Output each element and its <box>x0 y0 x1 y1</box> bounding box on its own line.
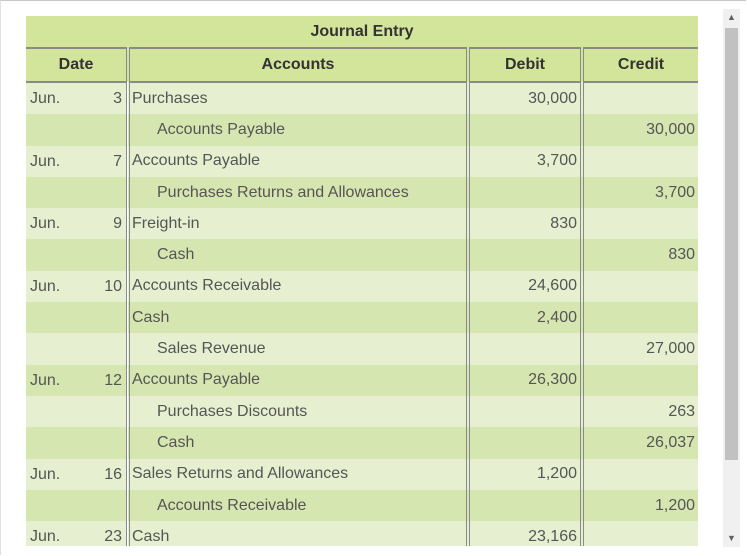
date-cell <box>26 239 128 270</box>
scroll-down-icon[interactable]: ▼ <box>727 533 736 543</box>
date-month: Jun. <box>30 215 61 233</box>
credit-cell <box>582 208 698 239</box>
header-credit: Credit <box>582 48 698 82</box>
date-cell <box>26 490 128 521</box>
debit-cell <box>468 114 582 145</box>
header-accounts: Accounts <box>128 48 468 82</box>
date-month: Jun. <box>30 465 61 483</box>
table-row <box>26 114 698 145</box>
table-row <box>26 177 698 208</box>
date-cell <box>26 114 128 145</box>
date-day: 12 <box>104 371 122 389</box>
date-cell <box>26 146 128 177</box>
account-cell: Accounts Payable <box>128 114 468 145</box>
date-cell <box>26 396 128 427</box>
credit-cell: 27,000 <box>582 333 698 364</box>
credit-cell: 3,700 <box>582 177 698 208</box>
date-day: 3 <box>113 90 122 107</box>
account-cell: Sales Revenue <box>128 333 468 364</box>
account-cell: Cash <box>128 302 468 333</box>
account-cell: Purchases <box>128 82 468 114</box>
journal-table <box>26 16 698 546</box>
journal-title: Journal Entry <box>26 16 698 48</box>
debit-cell: 2,400 <box>468 302 582 333</box>
table-row <box>26 271 698 302</box>
table-row <box>26 396 698 427</box>
debit-cell: 830 <box>468 208 582 239</box>
credit-cell: 30,000 <box>582 114 698 145</box>
debit-cell <box>468 333 582 364</box>
account-cell: Sales Returns and Allowances <box>128 459 468 490</box>
account-cell: Cash <box>128 427 468 458</box>
table-row <box>26 208 698 239</box>
vertical-scrollbar[interactable] <box>723 9 740 547</box>
date-day: 7 <box>113 152 122 170</box>
account-cell: Accounts Payable <box>128 146 468 177</box>
account-cell: Purchases Discounts <box>128 396 468 427</box>
date-cell <box>26 521 128 546</box>
credit-cell: 1,200 <box>582 490 698 521</box>
account-cell: Cash <box>128 521 468 546</box>
table-row <box>26 521 698 546</box>
account-cell: Accounts Receivable <box>128 271 468 302</box>
date-day: 16 <box>104 465 122 483</box>
date-day: 9 <box>113 215 122 233</box>
credit-cell: 830 <box>582 239 698 270</box>
credit-cell: 263 <box>582 396 698 427</box>
journal-viewport[interactable] <box>26 16 698 546</box>
credit-cell <box>582 459 698 490</box>
date-cell <box>26 459 128 490</box>
date-month: Jun. <box>30 371 61 389</box>
credit-cell <box>582 146 698 177</box>
date-cell <box>26 208 128 239</box>
header-debit: Debit <box>468 48 582 82</box>
debit-cell: 1,200 <box>468 459 582 490</box>
debit-cell: 26,300 <box>468 365 582 396</box>
debit-cell: 23,166 <box>468 521 582 546</box>
credit-cell <box>582 271 698 302</box>
scroll-thumb[interactable] <box>725 28 738 460</box>
table-row <box>26 82 698 114</box>
date-month: Jun. <box>30 528 61 546</box>
debit-cell <box>468 177 582 208</box>
date-cell <box>26 333 128 364</box>
scroll-up-icon[interactable]: ▲ <box>727 12 736 22</box>
date-cell <box>26 302 128 333</box>
table-row <box>26 427 698 458</box>
credit-cell <box>582 302 698 333</box>
table-row <box>26 490 698 521</box>
table-row <box>26 365 698 396</box>
debit-cell <box>468 490 582 521</box>
debit-cell <box>468 396 582 427</box>
account-cell: Accounts Receivable <box>128 490 468 521</box>
credit-cell <box>582 521 698 546</box>
table-row <box>26 146 698 177</box>
table-row <box>26 459 698 490</box>
account-cell: Freight-in <box>128 208 468 239</box>
header-date: Date <box>26 48 128 82</box>
account-cell: Purchases Returns and Allowances <box>128 177 468 208</box>
date-month: Jun. <box>30 152 61 170</box>
date-cell <box>26 365 128 396</box>
credit-cell <box>582 365 698 396</box>
debit-cell: 30,000 <box>468 82 582 114</box>
date-cell <box>26 82 128 114</box>
debit-cell <box>468 239 582 270</box>
debit-cell: 24,600 <box>468 271 582 302</box>
account-cell: Cash <box>128 239 468 270</box>
credit-cell <box>582 82 698 114</box>
debit-cell: 3,700 <box>468 146 582 177</box>
account-cell: Accounts Payable <box>128 365 468 396</box>
date-month: Jun. <box>30 90 61 107</box>
date-cell <box>26 427 128 458</box>
table-row <box>26 239 698 270</box>
journal-body <box>26 82 698 546</box>
debit-cell <box>468 427 582 458</box>
table-row <box>26 302 698 333</box>
date-day: 23 <box>104 528 122 546</box>
table-row <box>26 333 698 364</box>
date-day: 10 <box>104 277 122 295</box>
date-cell <box>26 177 128 208</box>
credit-cell: 26,037 <box>582 427 698 458</box>
date-month: Jun. <box>30 277 61 295</box>
date-cell <box>26 271 128 302</box>
